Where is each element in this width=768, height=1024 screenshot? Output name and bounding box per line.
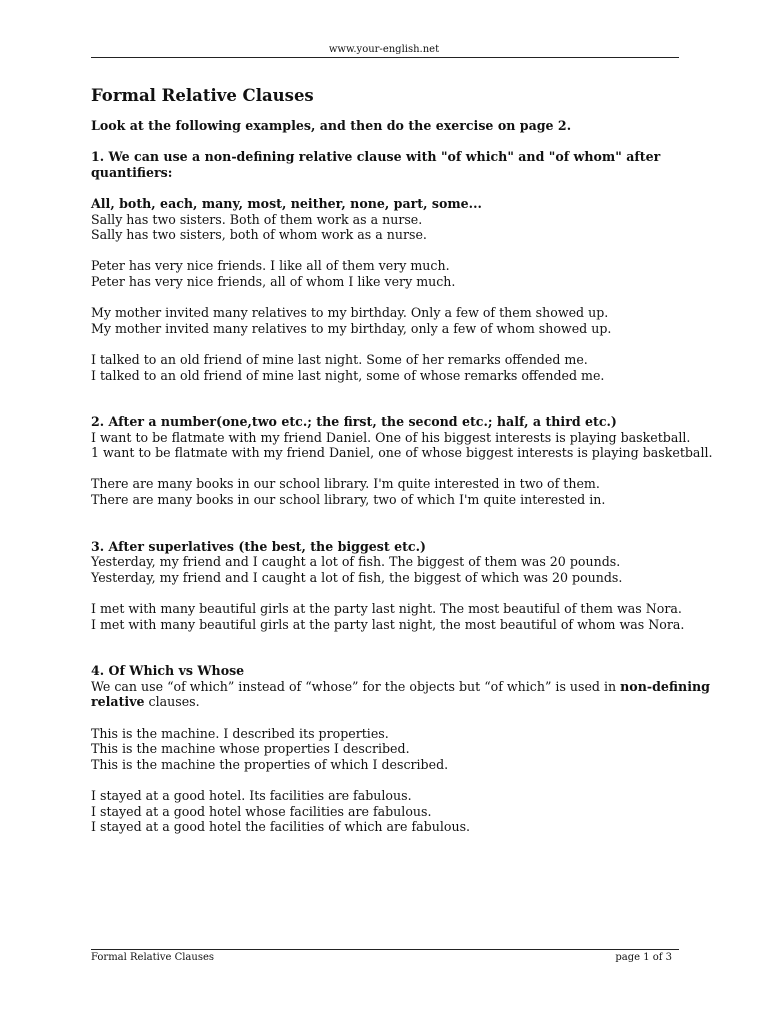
example-sentence: Sally has two sisters. Both of them work as a nurse.: [91, 211, 423, 227]
example-sentence: Yesterday, my friend and I caught a lot of fish. The biggest of them was 20 pounds.: [91, 554, 621, 570]
header-divider: [91, 57, 679, 58]
document-body: [91, 86, 713, 835]
page-number: page 1 of 3: [615, 952, 672, 963]
example-sentence: 1 want to be flatmate with my friend Daniel, one of whose biggest interests is playing basketball.: [91, 445, 713, 461]
section-1-heading: 1. We can use a non-defining relative clause with "of which" and "of whom" after: [91, 149, 661, 165]
section-4-heading: 4. Of Which vs Whose: [91, 663, 245, 679]
example-sentence: There are many books in our school library. I'm quite interested in two of them.: [91, 476, 600, 492]
quantifier-list: All, both, each, many, most, neither, none, part, some...: [91, 195, 482, 211]
example-sentence: Peter has very nice friends, all of whom I like very much.: [91, 273, 456, 289]
header-url: www.your-english.net: [328, 44, 440, 55]
section-4: [91, 663, 710, 835]
example-sentence: There are many books in our school library, two of which I'm quite interested in.: [91, 492, 606, 508]
page-title: Formal Relative Clauses: [91, 86, 314, 105]
example-sentence: This is the machine whose properties I described.: [91, 741, 410, 757]
example-sentence: I talked to an old friend of mine last night. Some of her remarks offended me.: [91, 351, 588, 367]
section-3-heading: 3. After superlatives (the best, the biggest etc.): [91, 538, 426, 554]
example-sentence: I want to be flatmate with my friend Daniel. One of his biggest interests is playing basketball.: [91, 429, 691, 445]
example-sentence: My mother invited many relatives to my birthday. Only a few of them showed up.: [91, 305, 609, 321]
section-2: [91, 414, 713, 508]
example-sentence: I stayed at a good hotel the facilities of which are fabulous.: [91, 819, 471, 835]
section-1-heading-cont: quantifiers:: [91, 164, 173, 180]
example-sentence: Peter has very nice friends. I like all of them very much.: [91, 258, 450, 274]
section-3: [91, 539, 683, 633]
example-sentence: I met with many beautiful girls at the party last night, the most beautiful of whom was Nora.: [91, 616, 685, 632]
example-sentence: I stayed at a good hotel whose facilities are fabulous.: [91, 803, 432, 819]
example-sentence: My mother invited many relatives to my birthday, only a few of whom showed up.: [91, 320, 612, 336]
example-sentence: Yesterday, my friend and I caught a lot of fish, the biggest of which was 20 pounds.: [91, 569, 623, 585]
section-2-heading: 2. After a number(one,two etc.; the first, the second etc.; half, a third etc.): [91, 414, 617, 430]
intro-text: Look at the following examples, and then do the exercise on page 2.: [91, 118, 572, 133]
example-sentence: This is the machine the properties of which I described.: [91, 756, 449, 772]
section-1: [91, 149, 683, 383]
example-sentence: Sally has two sisters, both of whom work as a nurse.: [91, 227, 427, 243]
footer-divider: [91, 949, 679, 950]
example-sentence: I met with many beautiful girls at the party last night. The most beautiful of them was Nora.: [91, 601, 682, 617]
example-sentence: I talked to an old friend of mine last night, some of whose remarks offended me.: [91, 367, 605, 383]
section-4-explanation-cont: relative clauses.: [91, 694, 200, 710]
footer-title: Formal Relative Clauses: [91, 952, 215, 963]
example-sentence: I stayed at a good hotel. Its facilities are fabulous.: [91, 787, 412, 803]
example-sentence: This is the machine. I described its properties.: [91, 725, 389, 741]
section-4-explanation: We can use “of which” instead of “whose” for the objects but “of which” is used in non-defining: [91, 678, 710, 694]
